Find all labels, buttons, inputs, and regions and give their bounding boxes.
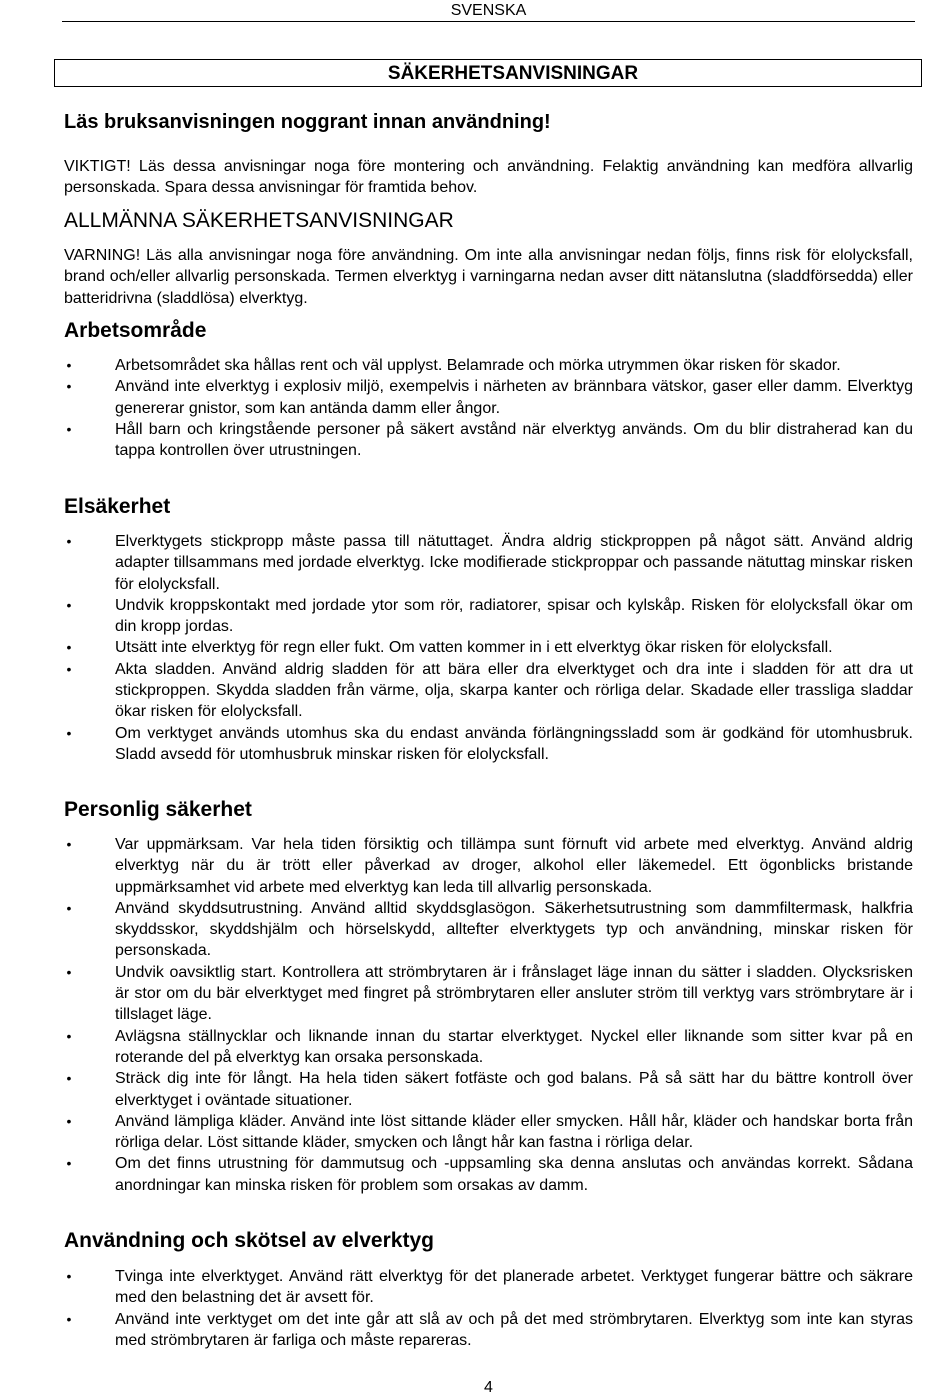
list-item: • Tvinga inte elverktyget. Använd rätt elverktyg för det planerade arbetet. Verktyget fungerar bättre och säkrare med den belastning det är avsett för. (64, 1266, 913, 1309)
section-electrical-safety (64, 494, 913, 520)
bullet-icon: • (66, 533, 72, 549)
intro-heading: Läs bruksanvisningen noggrant innan användning! (64, 111, 551, 133)
list-item: • Avlägsna ställnycklar och liknande innan du startar elverktyget. Nyckel eller liknande som sitter kvar på en roterande del på elverktyg kan orsaka personskada. (64, 1026, 913, 1069)
bullet-icon: • (66, 724, 72, 741)
list-item: • Var uppmärksam. Var hela tiden försiktig och tillämpa sunt förnuft vid arbete med elverktyg. Använd aldrig elverktyg när du är trött eller påverkad av droger, alkohol eller läkemedel. Ett ögonblicks bristande uppmärksamhet vid arbete med elverktyg kan leda till allvarlig personskada. (64, 834, 913, 898)
bullet-icon: • (66, 836, 72, 852)
bullet-icon: • (66, 1027, 72, 1044)
warning-text: VARNING! Läs alla anvisningar noga före användning. Om inte alla anvisningar nedan följs, finns risk för elolycksfall, brand och/eller allvarlig personskada. Termen elverktyg i varningarna nedan avser ditt nätanslutna (sladdförsedda) eller batteridrivna (sladdlösa) elverktyg. (64, 247, 913, 307)
list-item: • Arbetsområdet ska hållas rent och väl upplyst. Belamrade och mörka utrymmen ökar risken för skador. (64, 355, 913, 376)
header-language: SVENSKA (450, 2, 527, 19)
bullet-icon: • (66, 1310, 72, 1327)
section-heading: Användning och skötsel av elverktyg (64, 1229, 434, 1252)
bullet-icon: • (66, 1268, 72, 1284)
page-title: SÄKERHETSANVISNINGAR (54, 59, 922, 87)
list-item: • Utsätt inte elverktyg för regn eller fukt. Om vatten kommer in i ett elverktyg ökar risken för elolycksfall. (64, 637, 913, 658)
list-item: • Undvik oavsiktlig start. Kontrollera att strömbrytaren är i frånslaget läge innan du sätter i sladden. Olycksrisken är stor om du bär elverktyget med fingret på strömbrytaren eller ansluter ström till verktyg vars strömbrytare är i tillslaget läge. (64, 962, 913, 1026)
bullet-icon: • (66, 420, 72, 437)
bullet-icon: • (66, 1070, 72, 1087)
list-item: • Om det finns utrustning för dammutsug och -uppsamling ska denna anslutas och användas korrekt. Sådana anordningar kan minska risken för problem som orsakas av damm. (64, 1153, 913, 1196)
intro-block (64, 110, 913, 134)
section-tool-use-care-list (64, 1266, 913, 1351)
list-item: • Håll barn och kringstående personer på säkert avstånd när elverktyg används. Om du blir distraherad kan du tappa kontrollen över utrustningen. (64, 419, 913, 462)
section-work-area (64, 318, 913, 344)
section-work-area-list (64, 355, 913, 461)
bullet-icon: • (66, 660, 72, 677)
list-item: • Använd lämpliga kläder. Använd inte löst sittande kläder eller smycken. Håll hår, kläder och handskar borta från rörliga delar. Löst sittande kläder, smycken och långt hår kan fastna i rörliga delar. (64, 1111, 913, 1154)
section-heading: Personlig säkerhet (64, 798, 252, 821)
general-heading: ALLMÄNNA SÄKERHETSANVISNINGAR (64, 209, 454, 232)
list-item: • Använd inte elverktyg i explosiv miljö, exempelvis i närheten av brännbara vätskor, gaser eller damm. Elverktyg genererar gnistor, som kan antända damm eller ångor. (64, 376, 913, 419)
header-divider (62, 21, 915, 22)
section-tool-use-care (64, 1228, 913, 1254)
section-electrical-safety-list (64, 531, 913, 765)
list-item: • Elverktygets stickpropp måste passa till nätuttaget. Ändra aldrig stickproppen på något sätt. Använd aldrig adapter tillsammans med jordade elverktyg. Icke modifierade stickproppar och passande nätuttag minskar risken för elolycksfall. (64, 531, 913, 595)
list-item: • Akta sladden. Använd aldrig sladden för att bära eller dra elverktyget och dra inte i sladden för att dra ut stickproppen. Skydda sladden från värme, olja, skarpa kanter och rörliga delar. Skadade eller trassliga sladdar ökar risken för elolycksfall. (64, 659, 913, 723)
page-number: 4 (484, 1379, 493, 1396)
bullet-icon: • (66, 596, 72, 613)
important-text: VIKTIGT! Läs dessa anvisningar noga före montering och användning. Felaktig användning kan medföra allvarlig personskada. Spara dessa anvisningar för framtida behov. (64, 158, 913, 197)
section-personal-safety-list (64, 834, 913, 1196)
list-item: • Om verktyget används utomhus ska du endast använda förlängningssladd som är godkänd för utomhusbruk. Sladd avsedd för utomhusbruk minskar risken för elolycksfall. (64, 723, 913, 766)
bullet-icon: • (66, 357, 72, 373)
bullet-icon: • (66, 639, 72, 656)
list-item: • Använd inte verktyget om det inte går att slå av och på det med strömbrytaren. Elverktyg som inte kan styras med strömbrytaren är farliga och måste repareras. (64, 1309, 913, 1352)
list-item: • Undvik kroppskontakt med jordade ytor som rör, radiatorer, spisar och kylskåp. Risken för elolycksfall ökar om din kropp jordas. (64, 595, 913, 638)
list-item: • Använd skyddsutrustning. Använd alltid skyddsglasögon. Säkerhetsutrustning som dammfiltermask, halkfria skyddsskor, skyddshjälm och hörselskydd, alltefter elverktygets typ och användning, minskar risken för personskada. (64, 898, 913, 962)
bullet-icon: • (66, 899, 72, 916)
section-heading: Elsäkerhet (64, 495, 171, 518)
bullet-icon: • (66, 1155, 72, 1172)
bullet-icon: • (66, 1112, 72, 1129)
bullet-icon: • (66, 378, 72, 395)
general-heading-block (64, 208, 913, 234)
bullet-icon: • (66, 963, 72, 980)
warning-note (64, 245, 913, 309)
section-personal-safety (64, 797, 913, 823)
list-item: • Sträck dig inte för långt. Ha hela tiden säkert fotfäste och god balans. På så sätt har du bättre kontroll över elverktyget i oväntade situationer. (64, 1068, 913, 1111)
section-heading: Arbetsområde (64, 319, 207, 342)
important-note (64, 156, 913, 199)
